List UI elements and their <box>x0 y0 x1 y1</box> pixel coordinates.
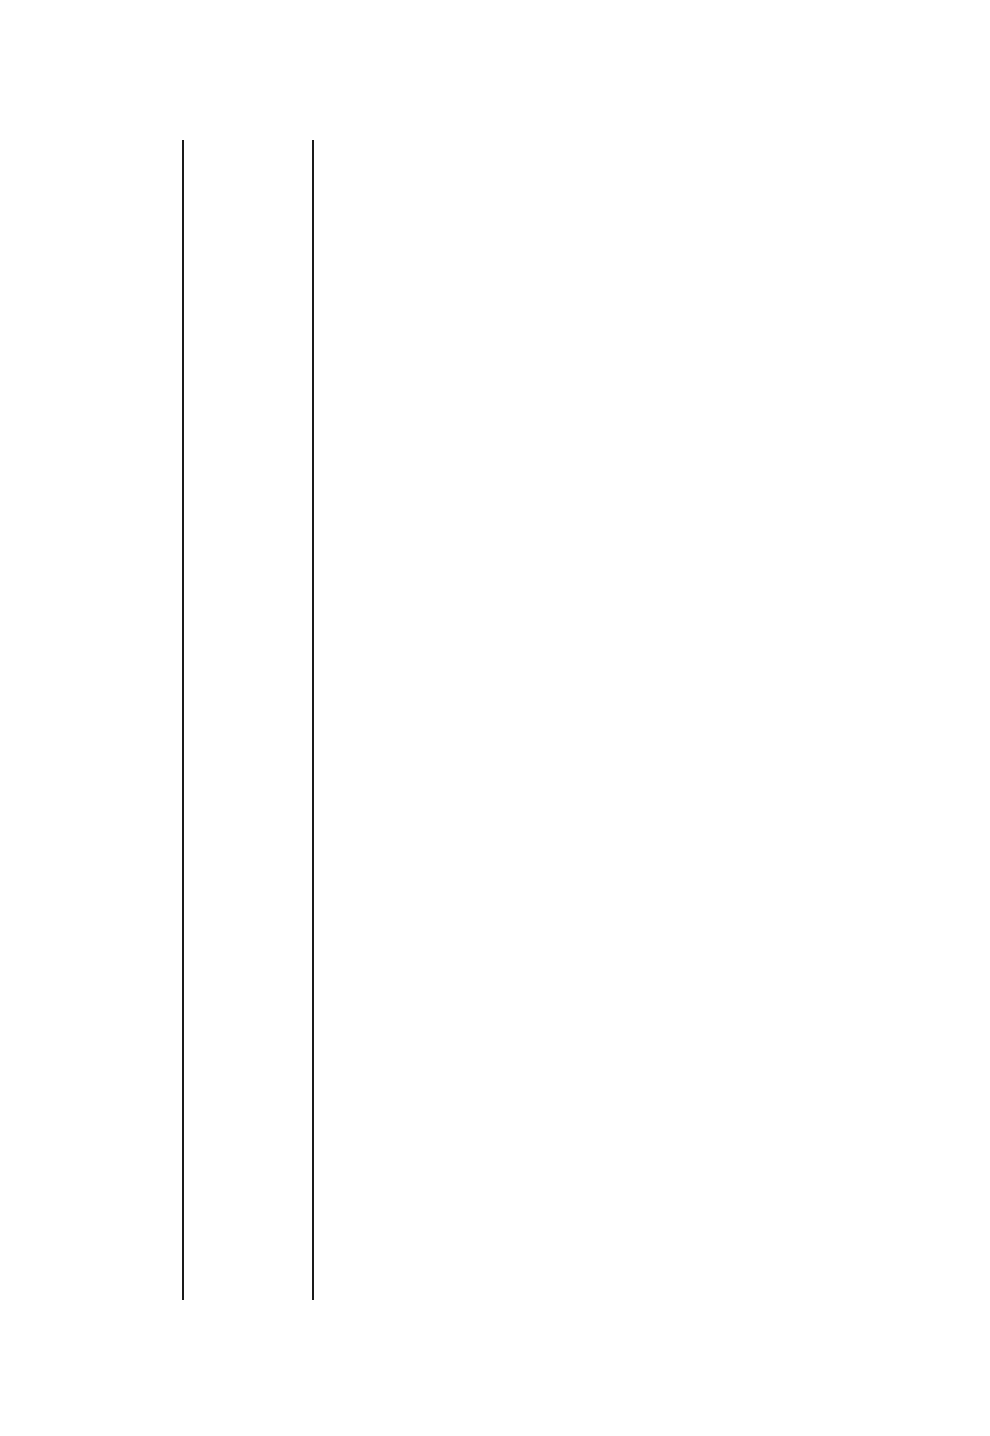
table-header-rule <box>312 140 314 1300</box>
table-top-rule <box>182 140 184 1300</box>
table-subtitle <box>128 120 145 1380</box>
rotated-table <box>50 120 950 1380</box>
table-title-thai <box>60 120 85 1380</box>
